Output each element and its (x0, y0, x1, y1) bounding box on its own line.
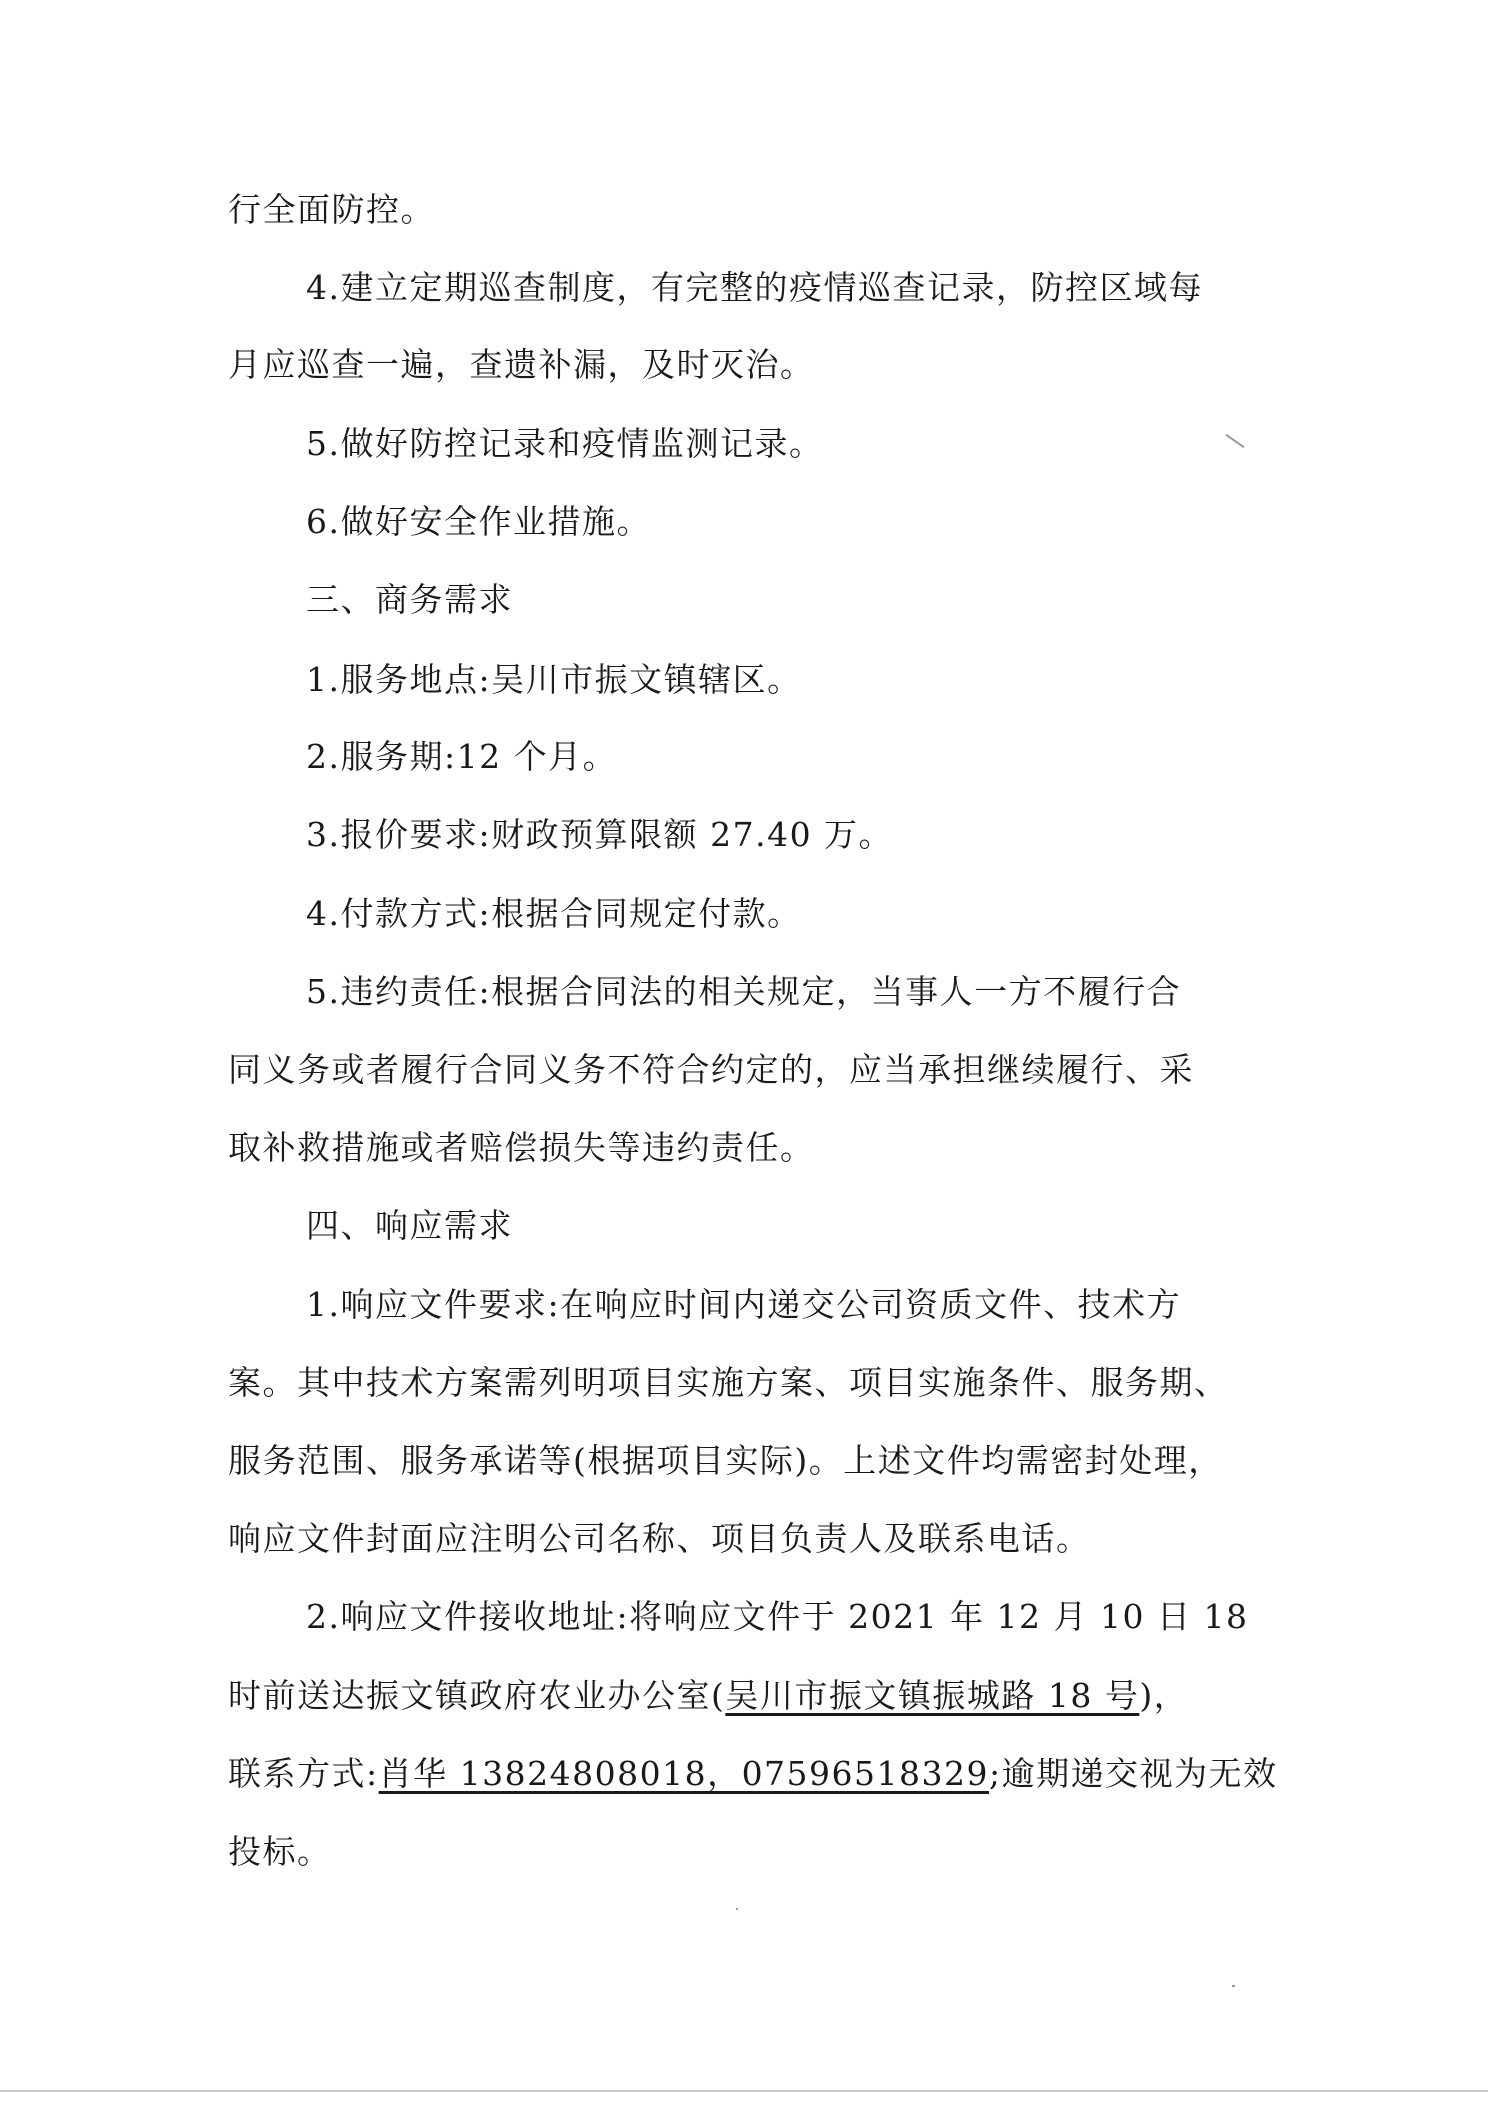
line-text: 时前送达振文镇政府农业办公室( (228, 1676, 726, 1715)
paragraph-line: 响应文件封面应注明公司名称、项目负责人及联系电话。 (228, 1519, 1091, 1558)
paragraph-line: 月应巡查一遍，查遗补漏，及时灭治。 (228, 345, 815, 384)
paragraph-line: 同义务或者履行合同义务不符合约定的，应当承担继续履行、采 (228, 1050, 1194, 1089)
line-text: 联系方式: (228, 1754, 379, 1793)
paragraph-line: 投标。 (228, 1832, 332, 1871)
paragraph-line: 3.报价要求:财政预算限额 27.40 万。 (306, 815, 894, 854)
section-heading: 四、响应需求 (306, 1206, 513, 1245)
paragraph-line: 6.做好安全作业措施。 (306, 502, 651, 541)
paragraph-line (228, 1676, 1188, 1716)
paragraph-line: 案。其中技术方案需列明项目实施方案、项目实施条件、服务期、 (228, 1363, 1229, 1402)
scan-mark (1225, 434, 1244, 448)
paragraph-line: 行全面防控。 (228, 190, 435, 229)
scan-dot (1232, 1985, 1235, 1987)
scan-dot (736, 1908, 738, 1910)
paragraph-line: 5.做好防控记录和疫情监测记录。 (306, 424, 824, 463)
page-edge (0, 2090, 1488, 2092)
line-text: )， (1139, 1676, 1189, 1715)
paragraph-line (228, 1754, 1278, 1794)
paragraph-line: 1.响应文件要求:在响应时间内递交公司资质文件、技术方 (306, 1285, 1182, 1324)
paragraph-line: 服务范围、服务承诺等(根据项目实际)。上述文件均需密封处理， (228, 1441, 1223, 1480)
paragraph-line: 2.服务期:12 个月。 (306, 737, 618, 776)
paragraph-line: 4.付款方式:根据合同规定付款。 (306, 894, 802, 933)
paragraph-line: 4.建立定期巡查制度，有完整的疫情巡查记录，防控区域每 (306, 268, 1203, 307)
paragraph-line: 取补救措施或者赔偿损失等违约责任。 (228, 1128, 815, 1167)
underlined-address: 吴川市振文镇振城路 18 号 (725, 1676, 1140, 1715)
section-heading: 三、商务需求 (306, 580, 513, 619)
paragraph-line: 2.响应文件接收地址:将响应文件于 2021 年 12 月 10 日 18 (306, 1597, 1249, 1636)
line-text: ;逾期递交视为无效 (989, 1754, 1278, 1793)
paragraph-line: 5.违约责任:根据合同法的相关规定，当事人一方不履行合 (306, 972, 1182, 1011)
underlined-contact: 肖华 13824808018，07596518329 (378, 1754, 990, 1793)
paragraph-line: 1.服务地点:吴川市振文镇辖区。 (306, 660, 802, 699)
